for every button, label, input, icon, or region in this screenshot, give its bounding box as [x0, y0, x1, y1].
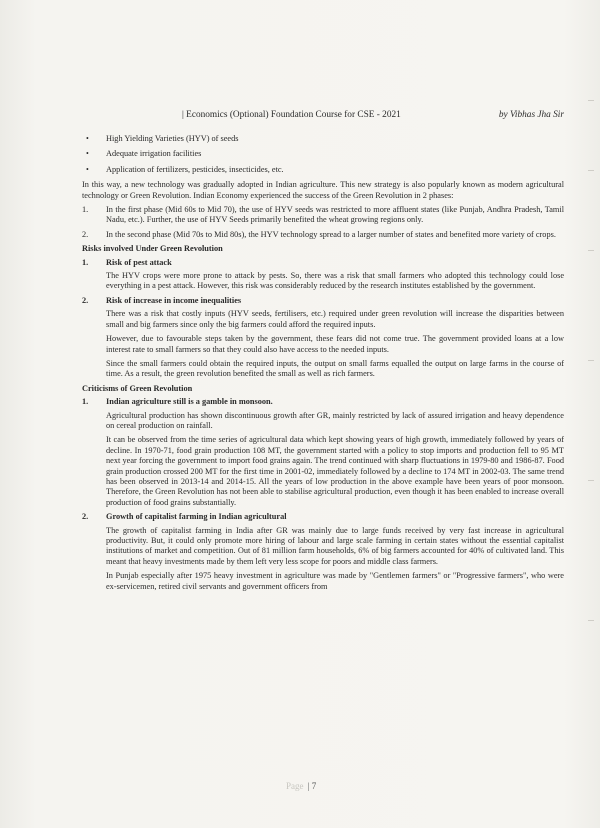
margin-scan-marks [584, 60, 594, 700]
subsection-number: 2. [82, 512, 89, 522]
subsection-title: Growth of capitalist farming in Indian agricultural [106, 512, 287, 522]
page-content [82, 134, 564, 596]
phase-number: 1. [82, 205, 89, 215]
phase-item [82, 230, 564, 240]
page-footer [286, 781, 316, 791]
body-paragraph: In Punjab especially after 1975 heavy investment in agriculture was made by "Gentlemen farmers" or "Progressive farmers", who were ex-servicemen, retired civil servants and government officers from [106, 571, 564, 591]
subsection-title: Risk of increase in income inequalities [106, 295, 242, 305]
list-item: • High Yielding Varieties (HYV) of seeds [82, 134, 564, 144]
section-heading-risks: Risks involved Under Green Revolution [82, 244, 223, 254]
phase-number: 2. [82, 229, 89, 239]
body-paragraph: Agricultural production has shown discontinuous growth after GR, mainly restricted by lack of assured irrigation and heavy dependence on cereal production on rainfall. [106, 410, 564, 430]
phase-text: In the first phase (Mid 60s to Mid 70), the use of HYV seeds was restricted to more affluent states (like Punjab, Andhra Pradesh, Tamil Nadu, etc.). Further, the use of HYV Seeds primarily benefited the wheat growing regions only. [106, 205, 564, 225]
page-header [0, 110, 600, 124]
body-paragraph: However, due to favourable steps taken by the government, these fears did not come true. The government provided loans at a low interest rate to small farmers so that they could also have access to the needed inputs. [106, 334, 564, 354]
subsection-heading [82, 397, 564, 407]
subsection-number: 1. [82, 257, 89, 267]
course-title: | Economics (Optional) Foundation Course for CSE - 2021 [182, 110, 401, 120]
subsection-number: 1. [82, 397, 89, 407]
body-paragraph: It can be observed from the time series of agricultural data which kept showing years of high growth, immediately followed by years of decline. In 1970-71, food grain production 108 MT, the government started with a policy to stop imports and production fell to 95 MT next year forcing the government to import food grains again. The trend continued with sharp fluctuations in 1979-80 and 1986-87. Food grain production crossed 200 MT for the first time in 2001-02, immediately followed by a decline to 174 MT in 2002-03. The same trend has been observed in 2013-14 and 2014-15. All the years of low production in the above example have been years of poor monsoon. Therefore, the Green Revolution has not been able to stabilise agricultural production, even though it has been enabled to increase overall production of food grains substantially. [106, 435, 564, 507]
subsection-title: Indian agriculture still is a gamble in monsoon. [106, 397, 273, 407]
section-heading-criticisms: Criticisms of Green Revolution [82, 383, 193, 393]
body-paragraph: The growth of capitalist farming in India after GR was mainly due to large funds received by very fast increase in agricultural productivity. But, it could only promote more hiring of labour and large scale farming in certain states without the essential capitalist institutions of market and competition. Out of 81 million farm households, 6% of big farmers accounted for 40% of cultivated land. This meant that heavy investments made by them left very less scope for poors and middle class farmers. [106, 525, 564, 566]
author-name: by Vibhas Jha Sir [498, 110, 564, 120]
page-watermark: Page [286, 781, 304, 791]
subsection-title: Risk of pest attack [106, 257, 172, 267]
list-item: • Application of fertilizers, pesticides, insecticides, etc. [82, 165, 564, 175]
body-paragraph: Since the small farmers could obtain the required inputs, the output on small farms equalled the output on large farms in the course of time. As a result, the green revolution benefited the small as well as rich farmers. [106, 358, 564, 379]
subsection-heading [82, 296, 564, 306]
phase-text: In the second phase (Mid 70s to Mid 80s), the HYV technology spread to a larger number of states and benefited more variety of crops. [106, 229, 556, 239]
body-paragraph: There was a risk that costly inputs (HYV seeds, fertilisers, etc.) required under green revolution will increase the disparities between small and big farmers since only the big farmers could afford the required inputs. [106, 309, 564, 329]
intro-paragraph: In this way, a new technology was gradually adopted in Indian agriculture. This new strategy is also popularly known as modern agricultural technology or Green Revolution. Indian Economy experienced the success of the Green Revolution in 2 phases: [82, 180, 564, 200]
input-bullet-list [82, 134, 564, 175]
page-number: | 7 [307, 781, 317, 791]
list-item: • Adequate irrigation facilities [82, 149, 564, 159]
subsection-heading [82, 258, 564, 268]
phase-item [82, 205, 564, 226]
subsection-number: 2. [82, 295, 89, 305]
subsection-heading [82, 512, 564, 522]
body-paragraph: The HYV crops were more prone to attack by pests. So, there was a risk that small farmers who adopted this technology could lose everything in a pest attack. However, this risk was considerably reduced by the research institutes established by the government. [106, 271, 564, 291]
